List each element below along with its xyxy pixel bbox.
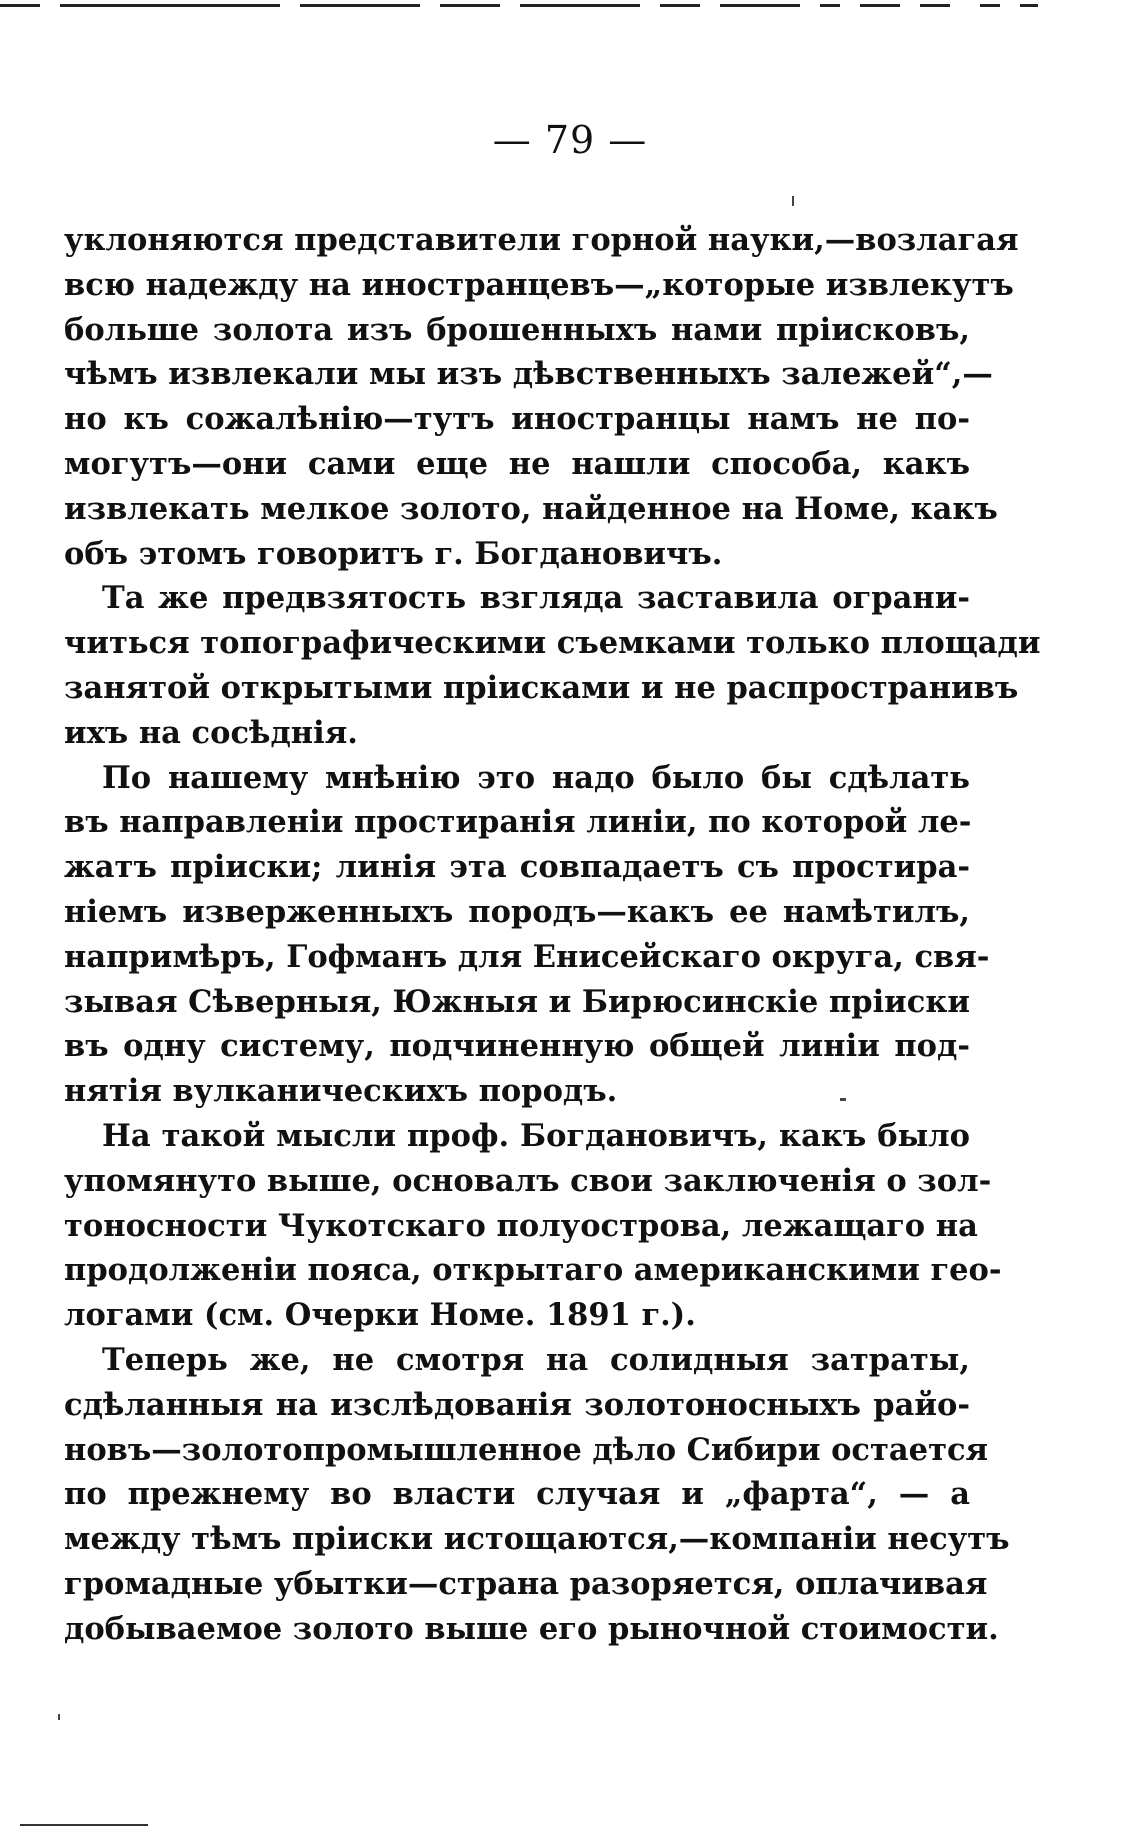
text-line: нiемъ изверженныхъ породъ—какъ ее намѣтилъ, bbox=[64, 893, 970, 930]
text-line: громадные убытки—страна разоряется, оплачивая bbox=[64, 1565, 988, 1602]
text-line: чѣмъ извлекали мы изъ дѣвственныхъ залежей“,— bbox=[64, 356, 993, 393]
text-line: извлекать мелкое золото, найденное на Номе, какъ bbox=[64, 490, 998, 527]
text-line: логами (см. Очерки Номе. 1891 г.). bbox=[64, 1297, 696, 1334]
text-line: между тѣмъ прiиски истощаются,—компанiи несутъ bbox=[64, 1521, 1010, 1558]
text-line: читься топографическими съемками только площади bbox=[64, 625, 1041, 662]
ink-speck bbox=[792, 196, 794, 206]
text-line: сдѣланныя на изслѣдованiя золотоносныхъ райо- bbox=[64, 1386, 970, 1423]
text-line: напримѣръ, Гофманъ для Енисейскаго округа, свя- bbox=[64, 938, 990, 975]
paragraph-start-line: По нашему мнѣнiю это надо было бы сдѣлать bbox=[102, 759, 970, 796]
text-line: жатъ прiиски; линiя эта совпадаетъ съ простира- bbox=[64, 849, 970, 886]
text-line: въ одну систему, подчиненную общей линiи под- bbox=[64, 1028, 970, 1065]
paragraph-start-line: На такой мысли проф. Богдановичъ, какъ было bbox=[102, 1117, 970, 1154]
ink-speck bbox=[58, 1714, 60, 1720]
text-line: зывая Сѣверныя, Южныя и Бирюсинскiе прiиски bbox=[64, 983, 970, 1020]
text-line: всю надежду на иностранцевъ—„которые извлекутъ bbox=[64, 266, 1014, 303]
scan-top-edge-marks bbox=[0, 0, 1140, 14]
body-text bbox=[64, 218, 1041, 1652]
text-line: нятiя вулканическихъ породъ. bbox=[64, 1073, 618, 1110]
text-line: но къ сожалѣнiю—тутъ иностранцы намъ не по- bbox=[64, 401, 970, 438]
scan-bottom-edge-line bbox=[20, 1824, 148, 1826]
page-number: — 79 — bbox=[492, 118, 648, 162]
text-line: продолженiи пояса, открытаго американскими гео- bbox=[64, 1252, 1002, 1289]
text-line: уклоняются представители горной науки,—возлагая bbox=[64, 222, 1019, 258]
text-line: больше золота изъ брошенныхъ нами прiисковъ, bbox=[64, 311, 970, 348]
text-line: добываемое золото выше его рыночной стоимости. bbox=[64, 1610, 999, 1647]
text-line: объ этомъ говоритъ г. Богдановичъ. bbox=[64, 535, 723, 572]
paragraph-start-line: Теперь же, не смотря на солидныя затраты, bbox=[102, 1341, 970, 1378]
text-line: новъ—золотопромышленное дѣло Сибири остается bbox=[64, 1431, 989, 1468]
text-line: могутъ—они сами еще не нашли способа, какъ bbox=[64, 445, 970, 482]
ink-speck bbox=[840, 1098, 846, 1101]
text-line: занятой открытыми прiисками и не распространивъ bbox=[64, 669, 1019, 706]
text-line: упомянуто выше, основалъ свои заключенiя о зол- bbox=[64, 1162, 992, 1199]
text-line: ихъ на сосѣднiя. bbox=[64, 714, 358, 751]
text-line: тоносности Чукотскаго полуострова, лежащаго на bbox=[64, 1207, 978, 1244]
paragraph-start-line: Та же предвзятость взгляда заставила ограни- bbox=[102, 580, 970, 617]
text-line: по прежнему во власти случая и „фарта“, — а bbox=[64, 1476, 970, 1513]
text-line: въ направленiи простиранiя линiи, по которой ле- bbox=[64, 804, 972, 841]
